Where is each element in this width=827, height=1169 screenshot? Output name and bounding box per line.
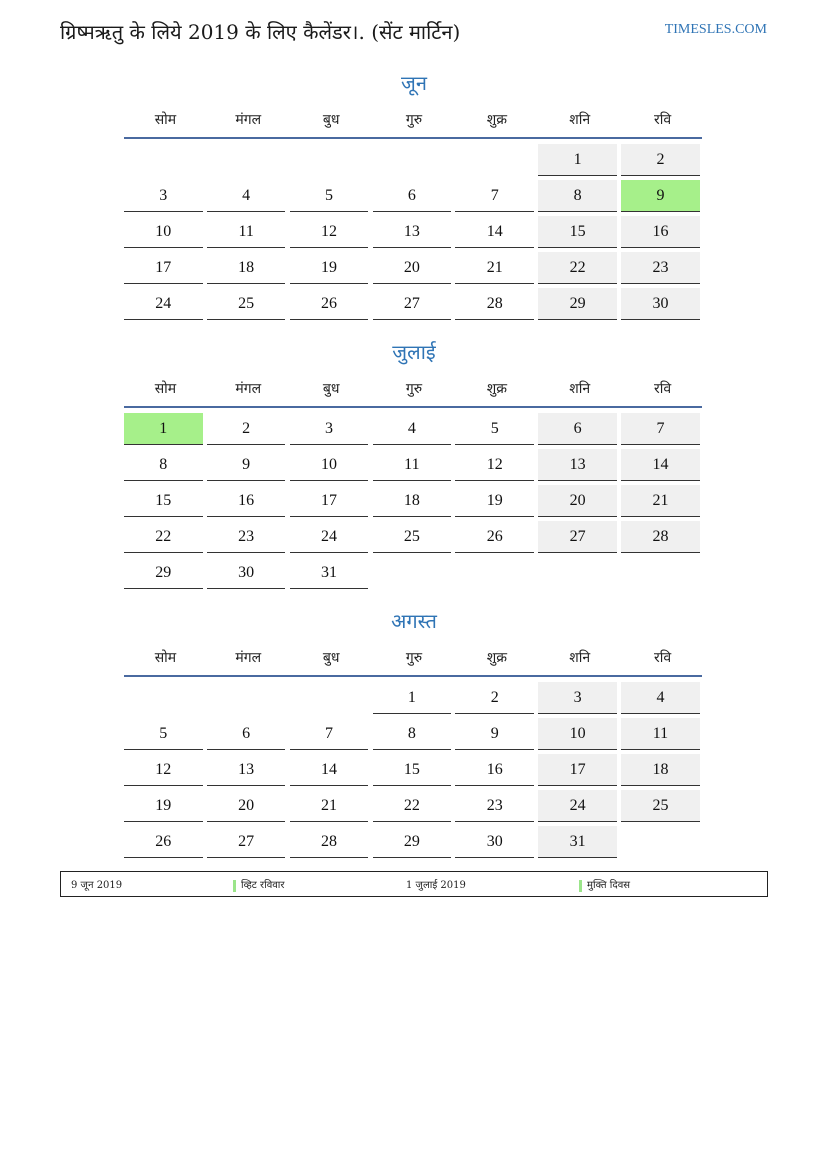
day-cell[interactable]: 15: [373, 754, 452, 786]
weekday-label: सोम: [154, 649, 177, 666]
empty-day-cell: [373, 144, 452, 175]
day-cell[interactable]: 26: [290, 288, 369, 320]
day-cell[interactable]: 26: [124, 826, 203, 858]
day-cell[interactable]: 18: [207, 252, 286, 284]
day-cell[interactable]: 5: [290, 180, 369, 212]
day-cell[interactable]: 13: [207, 754, 286, 786]
day-cell[interactable]: 30: [455, 826, 534, 858]
day-cell[interactable]: 23: [455, 790, 534, 822]
day-cell[interactable]: 31: [290, 557, 369, 589]
month-title: जून: [401, 71, 427, 95]
week-row: [124, 521, 704, 557]
day-cell[interactable]: 9: [621, 180, 700, 212]
day-cell[interactable]: 22: [124, 521, 203, 553]
day-cell[interactable]: 29: [124, 557, 203, 589]
week-row: [124, 252, 704, 288]
day-cell[interactable]: 13: [538, 449, 617, 481]
day-cell[interactable]: 24: [538, 790, 617, 822]
header-rule: [124, 675, 702, 677]
empty-day-cell: [207, 144, 286, 175]
weekday-label: शनि: [569, 380, 591, 397]
weekday-label: बुध: [322, 380, 340, 397]
day-cell[interactable]: 25: [373, 521, 452, 553]
day-cell[interactable]: 2: [455, 682, 534, 714]
day-cell[interactable]: 21: [621, 485, 700, 517]
week-row: [124, 790, 704, 826]
legend-color-marker: [233, 880, 236, 892]
day-cell[interactable]: 12: [124, 754, 203, 786]
day-cell[interactable]: 11: [207, 216, 286, 248]
day-cell[interactable]: 17: [538, 754, 617, 786]
day-cell[interactable]: 5: [455, 413, 534, 445]
weekday-label: शनि: [569, 111, 591, 128]
month-block: [124, 606, 704, 862]
day-cell[interactable]: 1: [538, 144, 617, 176]
day-cell[interactable]: 16: [455, 754, 534, 786]
day-cell[interactable]: 3: [290, 413, 369, 445]
day-cell[interactable]: 12: [290, 216, 369, 248]
empty-day-cell: [621, 826, 700, 857]
day-cell[interactable]: 23: [207, 521, 286, 553]
day-cell[interactable]: 17: [290, 485, 369, 517]
site-link[interactable]: TIMESLES.COM: [664, 22, 767, 37]
week-row: [124, 449, 704, 485]
weekday-label: सोम: [154, 380, 177, 397]
day-cell[interactable]: 8: [124, 449, 203, 481]
empty-day-cell: [373, 557, 452, 588]
empty-day-cell: [290, 144, 369, 175]
empty-day-cell: [455, 557, 534, 588]
day-cell[interactable]: 19: [290, 252, 369, 284]
day-cell[interactable]: 4: [207, 180, 286, 212]
weekday-label: रवि: [654, 380, 672, 397]
day-cell[interactable]: 3: [124, 180, 203, 212]
day-cell[interactable]: 7: [455, 180, 534, 212]
legend-name-2: मुक्ति दिवस: [587, 880, 631, 891]
day-cell[interactable]: 15: [538, 216, 617, 248]
week-row: [124, 413, 704, 449]
day-cell[interactable]: 30: [207, 557, 286, 589]
day-cell[interactable]: 15: [124, 485, 203, 517]
header-rule: [124, 406, 702, 408]
day-cell[interactable]: 16: [621, 216, 700, 248]
day-cell[interactable]: 7: [290, 718, 369, 750]
empty-day-cell: [124, 144, 203, 175]
weekday-label: गुरु: [405, 380, 423, 397]
day-cell[interactable]: 10: [290, 449, 369, 481]
day-cell[interactable]: 27: [207, 826, 286, 858]
weekday-label: गुरु: [405, 649, 423, 666]
day-cell[interactable]: 10: [538, 718, 617, 750]
weekday-label: गुरु: [405, 111, 423, 128]
day-cell[interactable]: 31: [538, 826, 617, 858]
month-block: [124, 68, 704, 324]
day-cell[interactable]: 2: [621, 144, 700, 176]
day-grid: [124, 413, 704, 593]
empty-day-cell: [207, 682, 286, 713]
empty-day-cell: [124, 682, 203, 713]
weekday-label: शनि: [569, 649, 591, 666]
day-cell[interactable]: 9: [207, 449, 286, 481]
day-cell[interactable]: 23: [621, 252, 700, 284]
weekday-label: बुध: [322, 649, 340, 666]
day-cell[interactable]: 25: [207, 288, 286, 320]
week-row: [124, 682, 704, 718]
day-cell[interactable]: 27: [538, 521, 617, 553]
weekday-label: शुक्र: [486, 111, 507, 128]
month-title: जुलाई: [392, 340, 436, 364]
day-cell[interactable]: 20: [373, 252, 452, 284]
weekday-header-row: [124, 642, 704, 672]
day-cell[interactable]: 18: [373, 485, 452, 517]
day-cell[interactable]: 18: [621, 754, 700, 786]
page-title: ग्रिष्मऋतु के लिये 2019 के लिए कैलेंडर।. (सेंट मार्टिन): [60, 20, 461, 44]
weekday-label: मंगल: [235, 380, 262, 397]
day-cell[interactable]: 29: [538, 288, 617, 320]
day-cell[interactable]: 14: [621, 449, 700, 481]
legend-date-2: 1 जुलाई 2019: [406, 880, 466, 891]
day-cell[interactable]: 19: [455, 485, 534, 517]
weekday-label: सोम: [154, 111, 177, 128]
day-cell[interactable]: 14: [455, 216, 534, 248]
weekday-header-row: [124, 104, 704, 134]
day-cell[interactable]: 19: [124, 790, 203, 822]
week-row: [124, 180, 704, 216]
day-grid: [124, 144, 704, 324]
day-cell[interactable]: 22: [373, 790, 452, 822]
day-cell[interactable]: 22: [538, 252, 617, 284]
empty-day-cell: [621, 557, 700, 588]
day-cell[interactable]: 29: [373, 826, 452, 858]
day-cell[interactable]: 20: [207, 790, 286, 822]
day-cell[interactable]: 4: [621, 682, 700, 714]
day-cell[interactable]: 11: [373, 449, 452, 481]
weekday-label: बुध: [322, 111, 340, 128]
day-cell[interactable]: 6: [538, 413, 617, 445]
legend-name-1: व्हिट रविवार: [241, 880, 285, 891]
day-cell[interactable]: 3: [538, 682, 617, 714]
week-row: [124, 754, 704, 790]
day-cell[interactable]: 30: [621, 288, 700, 320]
month-block: [124, 337, 704, 593]
day-cell[interactable]: 26: [455, 521, 534, 553]
day-cell[interactable]: 8: [538, 180, 617, 212]
day-cell[interactable]: 16: [207, 485, 286, 517]
day-cell[interactable]: 13: [373, 216, 452, 248]
day-cell[interactable]: 17: [124, 252, 203, 284]
weekday-label: मंगल: [235, 111, 262, 128]
week-row: [124, 144, 704, 180]
day-cell[interactable]: 28: [290, 826, 369, 858]
day-cell[interactable]: 28: [455, 288, 534, 320]
legend-date-1: 9 जून 2019: [71, 880, 123, 891]
legend-holiday-1: [233, 877, 285, 892]
day-cell[interactable]: 24: [124, 288, 203, 320]
day-cell[interactable]: 10: [124, 216, 203, 248]
day-cell[interactable]: 9: [455, 718, 534, 750]
week-row: [124, 557, 704, 593]
day-cell[interactable]: 20: [538, 485, 617, 517]
day-cell[interactable]: 6: [373, 180, 452, 212]
day-cell[interactable]: 25: [621, 790, 700, 822]
week-row: [124, 216, 704, 252]
legend-holiday-2: [579, 877, 630, 892]
week-row: [124, 826, 704, 862]
day-cell[interactable]: 27: [373, 288, 452, 320]
day-cell[interactable]: 4: [373, 413, 452, 445]
day-cell[interactable]: 28: [621, 521, 700, 553]
weekday-label: मंगल: [235, 649, 262, 666]
day-cell[interactable]: 1: [124, 413, 203, 445]
day-cell[interactable]: 6: [207, 718, 286, 750]
week-row: [124, 485, 704, 521]
weekday-label: शुक्र: [486, 649, 507, 666]
month-title: अगस्त: [391, 609, 437, 633]
day-cell[interactable]: 1: [373, 682, 452, 714]
day-cell[interactable]: 21: [455, 252, 534, 284]
day-cell[interactable]: 7: [621, 413, 700, 445]
legend-color-marker: [579, 880, 582, 892]
weekday-label: रवि: [654, 649, 672, 666]
week-row: [124, 288, 704, 324]
week-row: [124, 718, 704, 754]
holiday-legend: [60, 871, 768, 897]
day-cell[interactable]: 12: [455, 449, 534, 481]
day-cell[interactable]: 11: [621, 718, 700, 750]
day-cell[interactable]: 5: [124, 718, 203, 750]
day-cell[interactable]: 21: [290, 790, 369, 822]
day-cell[interactable]: 8: [373, 718, 452, 750]
day-cell[interactable]: 24: [290, 521, 369, 553]
day-cell[interactable]: 2: [207, 413, 286, 445]
weekday-header-row: [124, 373, 704, 403]
day-cell[interactable]: 14: [290, 754, 369, 786]
empty-day-cell: [455, 144, 534, 175]
header-rule: [124, 137, 702, 139]
day-grid: [124, 682, 704, 862]
weekday-label: शुक्र: [486, 380, 507, 397]
weekday-label: रवि: [654, 111, 672, 128]
empty-day-cell: [538, 557, 617, 588]
empty-day-cell: [290, 682, 369, 713]
